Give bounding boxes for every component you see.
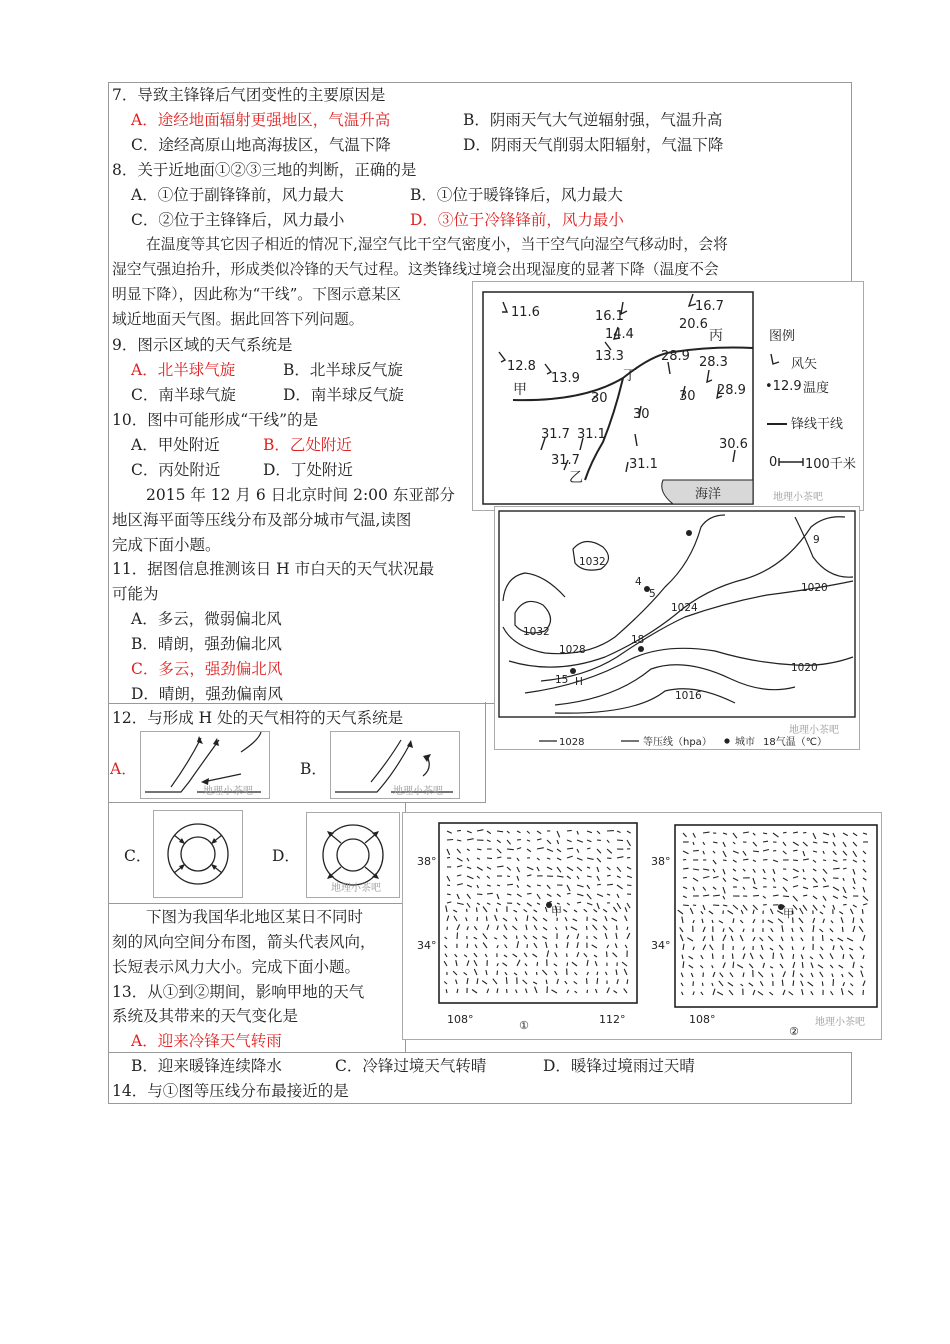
- wind-arrow: [587, 926, 588, 930]
- legend-isobar: 等压线（hpa）: [643, 737, 712, 748]
- q13-option-b[interactable]: B．迎来暖锋连续降水: [131, 1057, 282, 1075]
- passage1-line1: 在温度等其它因子相近的情况下,湿空气比干空气密度小，当干空气向湿空气移动时，会将: [146, 236, 728, 253]
- q7-option-b[interactable]: B．阴雨天气大气逆辐射强，气温升高: [463, 111, 723, 129]
- scale-bar: [779, 458, 803, 466]
- temp-label: 28.9: [661, 349, 690, 364]
- q12-stem: 12．与形成 H 处的天气相符的天气系统是: [112, 709, 404, 727]
- q13-option-d[interactable]: D．暖锋过境雨过天晴: [543, 1057, 695, 1075]
- temp-label: 30: [679, 389, 696, 404]
- city-temp: 5: [649, 588, 656, 600]
- wind-arrow: [517, 936, 518, 939]
- q9-option-b[interactable]: B．北半球反气旋: [283, 361, 403, 379]
- dryline-weather-map: [472, 281, 864, 511]
- lon-label: 112°: [599, 1013, 626, 1026]
- wind-arrow: [702, 983, 703, 986]
- q14-stem: 14．与①图等压线分布最接近的是: [112, 1082, 349, 1100]
- lon-label: 108°: [689, 1013, 716, 1026]
- q9-stem: 9．图示区域的天气系统是: [112, 336, 293, 354]
- q12-option-d[interactable]: D．: [272, 847, 300, 865]
- legend-title: 图例: [769, 329, 796, 344]
- city-label-jia-2: 甲: [783, 907, 794, 920]
- wind-arrow: [597, 978, 598, 984]
- temp-label: 28.9: [717, 383, 746, 398]
- map-index-2: ②: [789, 1025, 799, 1038]
- q9-option-a[interactable]: A．北半球气旋: [131, 361, 236, 379]
- wind-arrow: [683, 877, 687, 878]
- q12-figure-c[interactable]: [153, 810, 243, 898]
- wind-arrow: [497, 971, 498, 975]
- city-temp: 9: [813, 534, 820, 546]
- wind-arrow: [792, 946, 793, 950]
- q11-option-d[interactable]: D．晴朗，强劲偏南风: [131, 685, 283, 703]
- wind-arrow: [446, 989, 447, 993]
- city-label-jia-1: 甲: [551, 905, 562, 918]
- wind-arrow: [842, 927, 843, 932]
- wind-arrow: [783, 832, 787, 833]
- q12-option-a[interactable]: A．: [110, 760, 137, 778]
- wind-arrow: [627, 857, 630, 858]
- q12-figure-a[interactable]: [140, 731, 270, 799]
- windmap-watermark: 地理小茶吧: [815, 1017, 865, 1028]
- wind-arrow: [782, 980, 783, 986]
- q11-stem-line2: 可能为: [112, 585, 159, 603]
- city-temp: 15: [555, 674, 569, 686]
- wind-arrow: [683, 905, 689, 906]
- q11-option-a[interactable]: A．多云，微弱偏北风: [131, 610, 282, 628]
- wind-arrow: [833, 979, 834, 986]
- wind-arrow: [627, 927, 628, 930]
- wind-barb-icon: [771, 354, 779, 364]
- q12-watermark-b: 地理小茶吧: [393, 786, 443, 797]
- wind-arrow: [803, 832, 806, 833]
- passage1-line3: 明显下降），因此称为“干线”。下图示意某区: [112, 286, 401, 303]
- temp-label: 30: [591, 391, 608, 406]
- q10-option-b[interactable]: B．乙处附近: [263, 436, 352, 454]
- wind-arrow: [587, 990, 588, 993]
- wind-arrow: [733, 962, 734, 968]
- q8-option-c[interactable]: C．②位于主锋锋后，风力最小: [131, 211, 345, 229]
- wind-arrow: [607, 884, 613, 885]
- ocean-label: 海洋: [695, 487, 722, 502]
- wind-arrow: [627, 885, 631, 886]
- wind-arrow: [447, 840, 453, 841]
- isobar-label: 1020: [791, 662, 818, 674]
- wind-arrow: [607, 951, 608, 957]
- q12-option-b[interactable]: B．: [300, 760, 327, 778]
- legend-temp: 18气温（℃）: [763, 737, 827, 748]
- wind-arrow: [597, 972, 598, 975]
- wind-arrow: [862, 909, 863, 914]
- city-temp: 18: [631, 634, 645, 646]
- temp-label: 12.8: [507, 359, 536, 374]
- temp-label: 30: [633, 407, 650, 422]
- q12-watermark-a: 地理小茶吧: [203, 786, 253, 797]
- legend-isobar-value: 1028: [559, 737, 585, 748]
- scale-zero: 0: [769, 455, 778, 470]
- isobar-label: 1016: [675, 690, 702, 702]
- legend-temp: 温度: [803, 381, 830, 396]
- scale-label: 100千米: [805, 457, 856, 472]
- temp-label: 31.7: [551, 453, 580, 468]
- wind-arrow: [822, 981, 823, 986]
- q8-option-b[interactable]: B．①位于暖锋锋后，风力最大: [410, 186, 623, 204]
- temp-label: 20.6: [679, 317, 708, 332]
- wind-arrow: [723, 860, 727, 861]
- place-ding: 丁: [623, 368, 637, 384]
- wind-arrow: [753, 851, 759, 852]
- passage3-line2: 刻的风向空间分布图，箭头代表风向，: [112, 933, 376, 951]
- q10-option-d[interactable]: D．丁处附近: [263, 461, 353, 479]
- wind-arrow: [802, 962, 803, 968]
- wind-arrow: [507, 989, 508, 993]
- wind-arrow: [773, 953, 774, 959]
- isobar-label: 1032: [579, 556, 606, 568]
- q11-stem-line1: 11．据图信息推测该日 H 市白天的天气状况最: [112, 560, 435, 578]
- passage3-line1: 下图为我国华北地区某日不同时: [146, 908, 364, 926]
- legend-wind: 风矢: [791, 357, 818, 372]
- place-bing: 丙: [709, 328, 723, 344]
- wind-arrow: [487, 893, 493, 894]
- q8-stem: 8．关于近地面①②③三地的判断，正确的是: [112, 161, 417, 179]
- wind-arrow: [447, 885, 450, 886]
- wind-arrow: [732, 954, 733, 960]
- temp-label: 16.1: [595, 309, 624, 324]
- wind-arrow: [712, 953, 713, 959]
- passage1-line2: 湿空气强迫抬升，形成类似冷锋的天气过程。这类锋线过境会出现湿度的显著下降（温度不会: [112, 261, 719, 278]
- q9-option-c[interactable]: C．南半球气旋: [131, 386, 236, 404]
- q7-stem: 7．导致主锋锋后气团变性的主要原因是: [112, 86, 386, 104]
- wind-arrow: [793, 860, 798, 861]
- place-yi: 乙: [569, 470, 583, 486]
- isobar-label: 1028: [559, 644, 586, 656]
- wind-arrow: [843, 954, 844, 959]
- q12-figure-d[interactable]: [306, 812, 400, 898]
- temp-label: 31.1: [577, 427, 606, 442]
- lat-label: 38°: [651, 855, 671, 868]
- map1-watermark: 地理小茶吧: [773, 492, 823, 503]
- lat-label: 38°: [417, 855, 437, 868]
- q8-option-a[interactable]: A．①位于副锋锋前，风力最大: [131, 186, 344, 204]
- wind-field-maps: [402, 812, 882, 1040]
- city-label-h: H: [575, 676, 583, 688]
- passage1-line4: 域近地面天气图。据此回答下列问题。: [112, 311, 364, 328]
- passage3-line3: 长短表示风力大小。完成下面小题。: [112, 958, 361, 976]
- wind-arrow: [496, 909, 497, 913]
- wind-arrow: [567, 893, 571, 894]
- wind-arrow: [447, 894, 451, 895]
- legend-city: 城市: [735, 737, 755, 748]
- temp-label: 13.9: [551, 371, 580, 386]
- city-dot: [570, 668, 576, 674]
- wind-arrow: [793, 980, 794, 986]
- q7-option-d[interactable]: D．阴雨天气削弱太阳辐射，气温下降: [463, 136, 724, 154]
- isobar-label: 1032: [523, 626, 550, 638]
- wind-arrow: [467, 944, 468, 948]
- wind-arrow: [567, 963, 568, 967]
- wind-arrow: [507, 876, 510, 877]
- wind-arrow: [457, 830, 461, 831]
- legend-temp-value: •12.9: [765, 379, 802, 394]
- wind-arrow: [527, 893, 532, 894]
- temp-label: 31.7: [541, 427, 570, 442]
- wind-arrow: [823, 860, 826, 861]
- q7-option-a[interactable]: A．途经地面辐射更强地区，气温升高: [131, 111, 391, 129]
- wind-arrow: [683, 859, 686, 860]
- wind-arrow: [477, 894, 482, 895]
- temp-label: 11.6: [511, 305, 540, 320]
- wind-arrow: [823, 935, 824, 941]
- wind-arrow: [763, 833, 767, 834]
- temp-label: 13.3: [595, 349, 624, 364]
- isobar-label: 1024: [671, 602, 698, 614]
- isobar-label: 1020: [801, 582, 828, 594]
- q7-option-c[interactable]: C．途经高原山地高海拔区，气温下降: [131, 136, 391, 154]
- q10-option-c[interactable]: C．丙处附近: [131, 461, 221, 479]
- wind-arrow: [617, 840, 623, 841]
- wind-arrow: [507, 849, 514, 850]
- q13-option-c[interactable]: C．冷锋过境天气转晴: [335, 1057, 487, 1075]
- q11-option-c[interactable]: C．多云，强劲偏北风: [131, 660, 283, 678]
- wind-arrow: [753, 895, 759, 896]
- passage2-line3: 完成下面小题。: [112, 536, 221, 554]
- city-icon: [724, 738, 729, 743]
- q12-watermark-d: 地理小茶吧: [331, 883, 381, 894]
- wind-arrow: [477, 917, 478, 921]
- temp-label: 31.1: [629, 457, 658, 472]
- q9-option-d[interactable]: D．南半球反气旋: [283, 386, 404, 404]
- temp-label: 30.6: [719, 437, 748, 452]
- wind-arrow: [793, 954, 794, 959]
- q8-option-d[interactable]: D．③位于冷锋锋前，风力最小: [410, 211, 624, 229]
- wind-arrow: [487, 858, 492, 859]
- temp-label: 28.3: [699, 355, 728, 370]
- wind-arrow: [507, 884, 513, 885]
- wind-arrow: [693, 850, 699, 851]
- wind-arrow: [457, 933, 458, 940]
- map-index-1: ①: [519, 1019, 529, 1032]
- wind-arrow: [783, 896, 789, 897]
- q11-option-b[interactable]: B．晴朗，强劲偏北风: [131, 635, 282, 653]
- legend-front: 锋线干线: [791, 417, 844, 432]
- lat-label: 34°: [417, 939, 437, 952]
- wind-arrow: [587, 978, 588, 984]
- wind-arrow: [843, 904, 847, 905]
- wind-arrow: [447, 857, 450, 858]
- city-dot: [686, 530, 692, 536]
- isobar-map: [494, 506, 860, 750]
- wind-arrow: [607, 875, 611, 876]
- lat-label: 34°: [651, 939, 671, 952]
- lon-label: 108°: [447, 1013, 474, 1026]
- q10-option-a[interactable]: A．甲处附近: [131, 436, 220, 454]
- city-dot: [638, 646, 644, 652]
- wind-arrow: [486, 916, 487, 921]
- q13-stem-line1: 13．从①到②期间，影响甲地的天气: [112, 983, 365, 1001]
- wind-arrow: [506, 977, 507, 984]
- passage2-line1: 2015 年 12 月 6 日北京时间 2:00 东亚部分: [146, 486, 455, 504]
- passage2-line2: 地区海平面等压线分布及部分城市气温,读图: [112, 511, 412, 529]
- map2-watermark: 地理小茶吧: [789, 725, 839, 736]
- city-temp: 4: [635, 576, 642, 588]
- temp-label: 14.4: [605, 327, 634, 342]
- q13-option-a[interactable]: A．迎来冷锋天气转雨: [131, 1032, 282, 1050]
- q12-figure-b[interactable]: [330, 731, 460, 799]
- place-jia: 甲: [513, 382, 527, 398]
- wind-arrow: [833, 868, 840, 869]
- wind-arrow: [537, 972, 538, 975]
- wind-arrow: [567, 830, 572, 831]
- wind-arrow: [537, 962, 538, 966]
- q13-stem-line2: 系统及其带来的天气变化是: [112, 1007, 299, 1025]
- wind-arrow: [577, 902, 581, 903]
- wind-arrow: [597, 884, 601, 885]
- wind-arrow: [617, 925, 618, 930]
- q12-option-c[interactable]: C．: [124, 847, 152, 865]
- q10-stem: 10．图中可能形成“干线”的是: [112, 411, 319, 429]
- wind-arrow: [477, 908, 478, 913]
- temp-label: 16.7: [695, 299, 724, 314]
